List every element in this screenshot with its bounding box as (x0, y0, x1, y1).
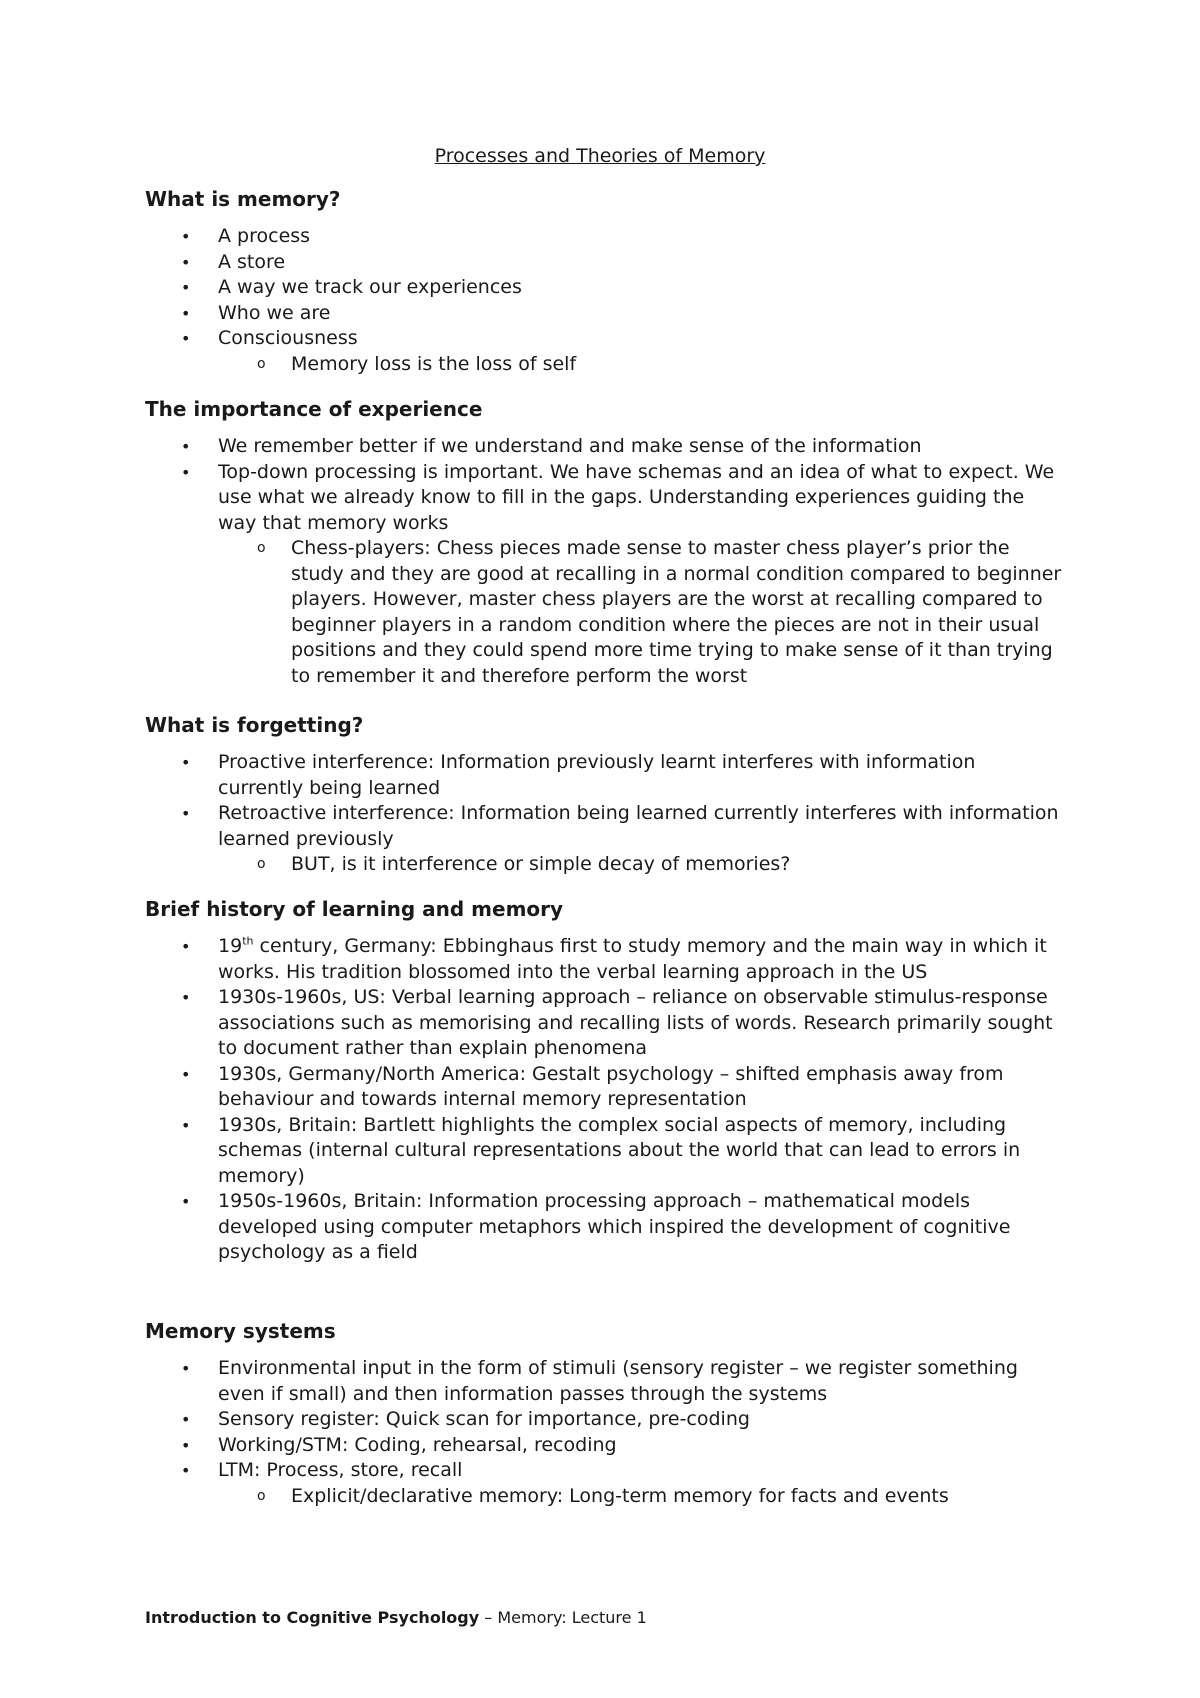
list-item: • 1950s-1960s, Britain: Information processing approach – mathematical models developed using computer metaphors which inspired the development of cognitive psychology as a field (181, 1190, 1011, 1263)
section-heading: The importance of experience (145, 397, 483, 421)
bullet-icon: • (181, 804, 191, 823)
list-item: • 1930s, Britain: Bartlett highlights the complex social aspects of memory, including schemas (internal cultural representations about the world that can lead to errors in memory) (181, 1113, 1021, 1187)
list-item: • Proactive interference: Information previously learnt interferes with information currently being learned (181, 751, 976, 799)
section-heading: Brief history of learning and memory (145, 897, 564, 921)
list-item: • LTM: Process, store, recall (145, 1458, 1065, 1484)
bullet-icon: • (181, 937, 191, 956)
page-title: Processes and Theories of Memory (434, 145, 766, 167)
bullet-icon: • (181, 437, 191, 456)
list-item: • Working/STM: Coding, rehearsal, recoding (145, 1433, 1065, 1459)
list-item: • A store (145, 250, 1065, 276)
sub-list-item: o Memory loss is the loss of self (145, 352, 1065, 378)
page-footer: Introduction to Cognitive Psychology – Memory: Lecture 1 (145, 1608, 647, 1627)
bullet-list (145, 434, 1065, 689)
list-item: • A process (145, 224, 1065, 250)
bullet-list (145, 224, 1065, 377)
list-item: • We remember better if we understand and make sense of the information (145, 434, 1065, 460)
bullet-icon: • (181, 1435, 191, 1455)
bullet-icon: • (181, 1461, 191, 1480)
section-heading: What is forgetting? (145, 713, 364, 737)
bullet-icon: • (181, 753, 191, 772)
sub-list-item: o BUT, is it interference or simple decay of memories? (145, 852, 1065, 878)
section-heading: What is memory? (145, 187, 341, 211)
bullet-icon: • (181, 252, 191, 272)
bullet-list (145, 1356, 1065, 1509)
list-item: • Retroactive interference: Information being learned currently interferes with information learned previously (181, 802, 1059, 850)
bullet-icon: • (181, 227, 191, 246)
section-what-is-memory (145, 186, 1065, 377)
section-what-is-forgetting (145, 712, 1065, 878)
circle-bullet-icon: o (257, 1487, 266, 1504)
bullet-icon: • (181, 329, 191, 348)
bullet-icon: • (181, 462, 191, 482)
list-item: • 1930s, Germany/North America: Gestalt psychology – shifted emphasis away from behaviour and towards internal memory representation (181, 1062, 1004, 1110)
bullet-icon: • (181, 988, 191, 1007)
section-brief-history (145, 896, 1065, 1266)
bullet-icon: • (181, 278, 191, 297)
list-item: • 19th century, Germany: Ebbinghaus first to study memory and the main way in which it works. His tradition blossomed into the verbal learning approach in the US (181, 934, 1047, 983)
list-item: • Who we are (145, 301, 1065, 327)
bullet-icon: • (181, 1115, 191, 1135)
list-item: • Environmental input in the form of stimuli (sensory register – we register something even if small) and then information passes through the systems (181, 1357, 1018, 1405)
bullet-icon: • (181, 303, 191, 323)
bullet-icon: • (181, 1064, 191, 1084)
section-heading: Memory systems (145, 1319, 336, 1343)
bullet-list (145, 750, 1065, 878)
bullet-icon: • (181, 1192, 191, 1211)
bullet-icon: • (181, 1410, 191, 1429)
sub-list-item: o Chess-players: Chess pieces made sense to master chess player’s prior the study and they are good at recalling in a normal condition compared to beginner players. However, master chess players are the worst at recalling compared to beginner players in a random condition where the pieces are not in their usual positions and they could spend more time trying to make sense of it than trying to remember it and therefore perform the worst (257, 537, 1062, 687)
section-memory-systems (145, 1318, 1065, 1509)
section-importance-of-experience (145, 396, 1065, 689)
list-item: • Top-down processing is important. We have schemas and an idea of what to expect. We use what we already know to fill in the gaps. Understanding experiences guiding the way that memory works (181, 460, 1055, 534)
circle-bullet-icon: o (257, 856, 266, 872)
list-item: • 1930s-1960s, US: Verbal learning approach – reliance on observable stimulus-response associations such as memorising and recalling lists of words. Research primarily sought to document rather than explain phenomena (181, 986, 1053, 1059)
circle-bullet-icon: o (257, 355, 266, 372)
list-item: • Consciousness (145, 326, 1065, 352)
bullet-icon: • (181, 1359, 191, 1378)
sub-list-item: o Explicit/declarative memory: Long-term memory for facts and events (145, 1484, 1065, 1510)
bullet-list (145, 934, 1065, 1266)
circle-bullet-icon: o (257, 540, 266, 556)
list-item: • A way we track our experiences (145, 275, 1065, 301)
list-item: • Sensory register: Quick scan for importance, pre-coding (145, 1407, 1065, 1433)
